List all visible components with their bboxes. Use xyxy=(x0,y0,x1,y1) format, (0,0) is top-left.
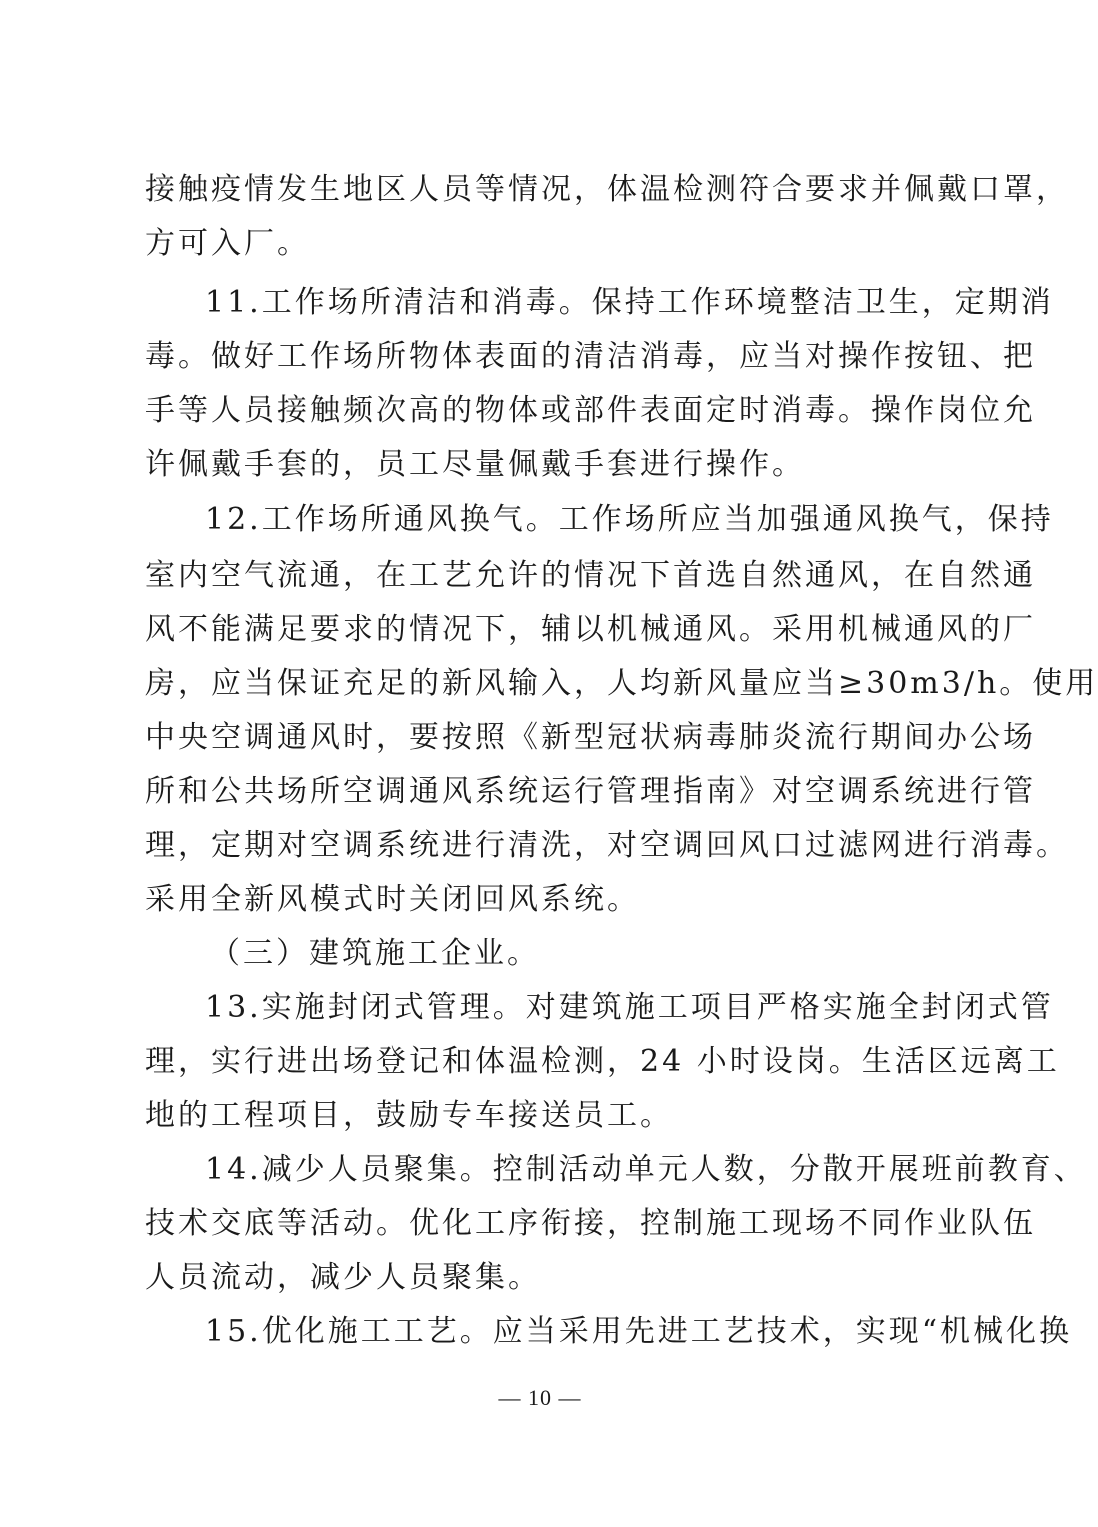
text-line: 13.实施封闭式管理。对建筑施工项目严格实施全封闭式管 xyxy=(205,990,1054,1025)
text-line: 室内空气流通，在工艺允许的情况下首选自然通风，在自然通 xyxy=(145,558,1036,593)
text-line: 所和公共场所空调通风系统运行管理指南》对空调系统进行管 xyxy=(145,774,1036,809)
text-line: 14.减少人员聚集。控制活动单元人数，分散开展班前教育、 xyxy=(205,1152,1087,1187)
text-line: 毒。做好工作场所物体表面的清洁消毒，应当对操作按钮、把 xyxy=(145,339,1036,374)
text-line: 15.优化施工工艺。应当采用先进工艺技术，实现“机械化换 xyxy=(205,1314,1073,1349)
text-line: 接触疫情发生地区人员等情况，体温检测符合要求并佩戴口罩， xyxy=(145,172,1069,207)
text-line: 中央空调通风时，要按照《新型冠状病毒肺炎流行期间办公场 xyxy=(145,720,1036,755)
text-line: 风不能满足要求的情况下，辅以机械通风。采用机械通风的厂 xyxy=(145,612,1036,647)
text-line: 人员流动，减少人员聚集。 xyxy=(145,1260,541,1295)
text-line: 理，实行进出场登记和体温检测，24 小时设岗。生活区远离工 xyxy=(145,1044,1060,1079)
text-line: 12.工作场所通风换气。工作场所应当加强通风换气，保持 xyxy=(205,502,1054,537)
section-heading: （三）建筑施工企业。 xyxy=(210,936,540,971)
text-line: 理，定期对空调系统进行清洗，对空调回风口过滤网进行消毒。 xyxy=(145,828,1069,863)
text-line: 技术交底等活动。优化工序衔接，控制施工现场不同作业队伍 xyxy=(145,1206,1036,1241)
text-line: 手等人员接触频次高的物体或部件表面定时消毒。操作岗位允 xyxy=(145,393,1036,428)
text-line: 采用全新风模式时关闭回风系统。 xyxy=(145,882,640,917)
text-line: 11.工作场所清洁和消毒。保持工作环境整洁卫生，定期消 xyxy=(205,285,1054,320)
text-line: 许佩戴手套的，员工尽量佩戴手套进行操作。 xyxy=(145,447,805,482)
text-line: 地的工程项目，鼓励专车接送员工。 xyxy=(145,1098,673,1133)
page-number: — 10 — xyxy=(498,1385,582,1410)
text-line: 房，应当保证充足的新风输入，人均新风量应当≥30m3/h。使用 xyxy=(145,666,1098,701)
text-line: 方可入厂。 xyxy=(145,226,310,261)
